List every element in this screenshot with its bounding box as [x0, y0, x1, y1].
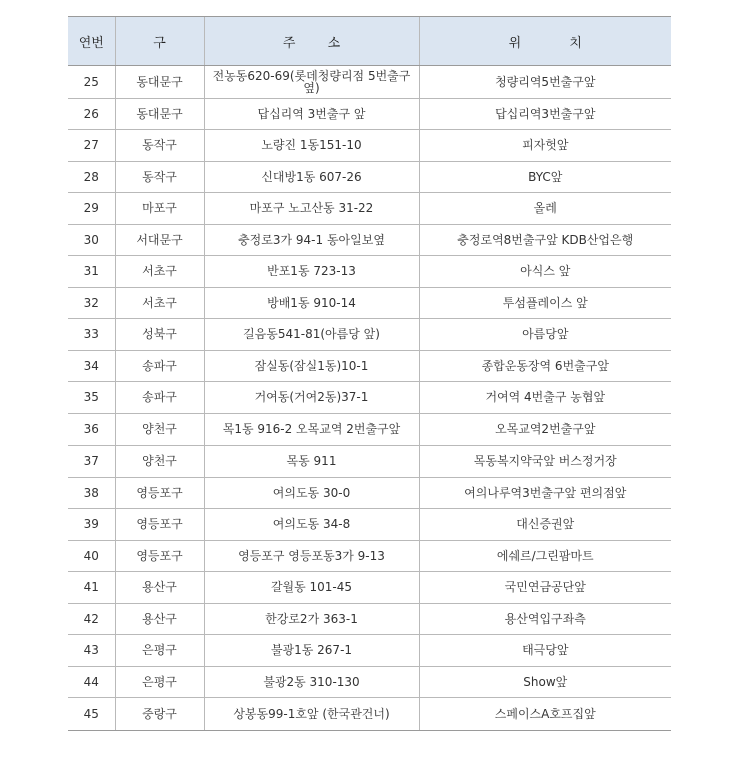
cell-location: 용산역입구좌측: [419, 603, 671, 635]
cell-no: 45: [68, 698, 115, 731]
cell-address: 목동 911: [204, 446, 419, 478]
cell-address: 거여동(거여2동)37-1: [204, 382, 419, 414]
cell-gu: 송파구: [115, 382, 204, 414]
table-row: [68, 540, 671, 572]
cell-gu: 은평구: [115, 666, 204, 698]
table-row: [68, 130, 671, 162]
cell-gu: 동대문구: [115, 66, 204, 99]
cell-address: 충정로3가 94-1 동아일보옆: [204, 224, 419, 256]
cell-location: 거여역 4번출구 농협앞: [419, 382, 671, 414]
cell-no: 34: [68, 350, 115, 382]
cell-address: 노량진 1동151-10: [204, 130, 419, 162]
cell-location: 청량리역5번출구앞: [419, 66, 671, 99]
table-row: [68, 666, 671, 698]
table-row: [68, 382, 671, 414]
cell-no: 30: [68, 224, 115, 256]
cell-location: 스페이스A호프집앞: [419, 698, 671, 731]
cell-gu: 영등포구: [115, 477, 204, 509]
cell-location: 오목교역2번출구앞: [419, 413, 671, 446]
table-row: [68, 635, 671, 667]
cell-address: 방배1동 910-14: [204, 287, 419, 319]
cell-address: 한강로2가 363-1: [204, 603, 419, 635]
table-row: [68, 319, 671, 351]
cell-location: 대신증권앞: [419, 509, 671, 541]
cell-location: 여의나루역3번출구앞 편의점앞: [419, 477, 671, 509]
table-row: [68, 509, 671, 541]
table-row: [68, 66, 671, 99]
cell-no: 39: [68, 509, 115, 541]
cell-location: 피자헛앞: [419, 130, 671, 162]
cell-address: 반포1동 723-13: [204, 256, 419, 288]
cell-gu: 양천구: [115, 446, 204, 478]
header-no: 연번: [68, 17, 115, 66]
cell-gu: 송파구: [115, 350, 204, 382]
cell-location: 에쉐르/그린팜마트: [419, 540, 671, 572]
cell-location: 국민연금공단앞: [419, 572, 671, 604]
kiosk-location-sheet: [68, 16, 671, 731]
cell-gu: 용산구: [115, 603, 204, 635]
cell-address: 신대방1동 607-26: [204, 161, 419, 193]
cell-no: 31: [68, 256, 115, 288]
header-location: 위 치: [419, 17, 671, 66]
cell-no: 41: [68, 572, 115, 604]
cell-no: 38: [68, 477, 115, 509]
cell-address: 상봉동99-1호앞 (한국관건너): [204, 698, 419, 731]
cell-address: 마포구 노고산동 31-22: [204, 193, 419, 225]
table-row: [68, 224, 671, 256]
header-row: [68, 17, 671, 66]
cell-gu: 마포구: [115, 193, 204, 225]
cell-no: 26: [68, 98, 115, 130]
table-row: [68, 161, 671, 193]
header-gu: 구: [115, 17, 204, 66]
table-row: [68, 350, 671, 382]
cell-gu: 양천구: [115, 413, 204, 446]
cell-gu: 서초구: [115, 256, 204, 288]
cell-location: 아름당앞: [419, 319, 671, 351]
cell-no: 32: [68, 287, 115, 319]
cell-gu: 중랑구: [115, 698, 204, 731]
cell-location: 올레: [419, 193, 671, 225]
cell-address: 답십리역 3번출구 앞: [204, 98, 419, 130]
table-row: [68, 572, 671, 604]
cell-address: 불광2동 310-130: [204, 666, 419, 698]
cell-no: 44: [68, 666, 115, 698]
cell-location: 종합운동장역 6번출구앞: [419, 350, 671, 382]
cell-no: 37: [68, 446, 115, 478]
cell-no: 42: [68, 603, 115, 635]
cell-no: 25: [68, 66, 115, 99]
cell-address: 목1동 916-2 오목교역 2번출구앞: [204, 413, 419, 446]
cell-location: 투섬플레이스 앞: [419, 287, 671, 319]
cell-no: 35: [68, 382, 115, 414]
table-header: [68, 17, 671, 66]
cell-location: 태극당앞: [419, 635, 671, 667]
cell-gu: 용산구: [115, 572, 204, 604]
table-row: [68, 98, 671, 130]
cell-gu: 동작구: [115, 130, 204, 162]
table-row: [68, 446, 671, 478]
cell-no: 40: [68, 540, 115, 572]
cell-address: 길음동541-81(아름당 앞): [204, 319, 419, 351]
table-row: [68, 287, 671, 319]
cell-no: 43: [68, 635, 115, 667]
cell-location: Show앞: [419, 666, 671, 698]
cell-location: BYC앞: [419, 161, 671, 193]
cell-no: 29: [68, 193, 115, 225]
cell-location: 아식스 앞: [419, 256, 671, 288]
table-row: [68, 193, 671, 225]
location-table: [68, 16, 671, 731]
cell-no: 27: [68, 130, 115, 162]
table-row: [68, 477, 671, 509]
cell-gu: 동작구: [115, 161, 204, 193]
cell-location: 목동복지약국앞 버스정거장: [419, 446, 671, 478]
cell-gu: 영등포구: [115, 540, 204, 572]
cell-gu: 서초구: [115, 287, 204, 319]
cell-address: 전농동620-69(롯데청량리점 5번출구옆): [204, 66, 419, 99]
cell-gu: 은평구: [115, 635, 204, 667]
cell-address: 여의도동 30-0: [204, 477, 419, 509]
cell-gu: 성북구: [115, 319, 204, 351]
cell-gu: 영등포구: [115, 509, 204, 541]
table-row: [68, 603, 671, 635]
cell-no: 36: [68, 413, 115, 446]
cell-address: 영등포구 영등포동3가 9-13: [204, 540, 419, 572]
header-address: 주 소: [204, 17, 419, 66]
cell-address: 불광1동 267-1: [204, 635, 419, 667]
cell-address: 갈월동 101-45: [204, 572, 419, 604]
cell-gu: 서대문구: [115, 224, 204, 256]
cell-gu: 동대문구: [115, 98, 204, 130]
table-body: [68, 66, 671, 731]
cell-no: 33: [68, 319, 115, 351]
cell-address: 여의도동 34-8: [204, 509, 419, 541]
table-row: [68, 256, 671, 288]
cell-no: 28: [68, 161, 115, 193]
cell-location: 답십리역3번출구앞: [419, 98, 671, 130]
cell-location: 충정로역8번출구앞 KDB산업은행: [419, 224, 671, 256]
cell-address: 잠실동(잠실1동)10-1: [204, 350, 419, 382]
table-row: [68, 698, 671, 731]
table-row: [68, 413, 671, 446]
